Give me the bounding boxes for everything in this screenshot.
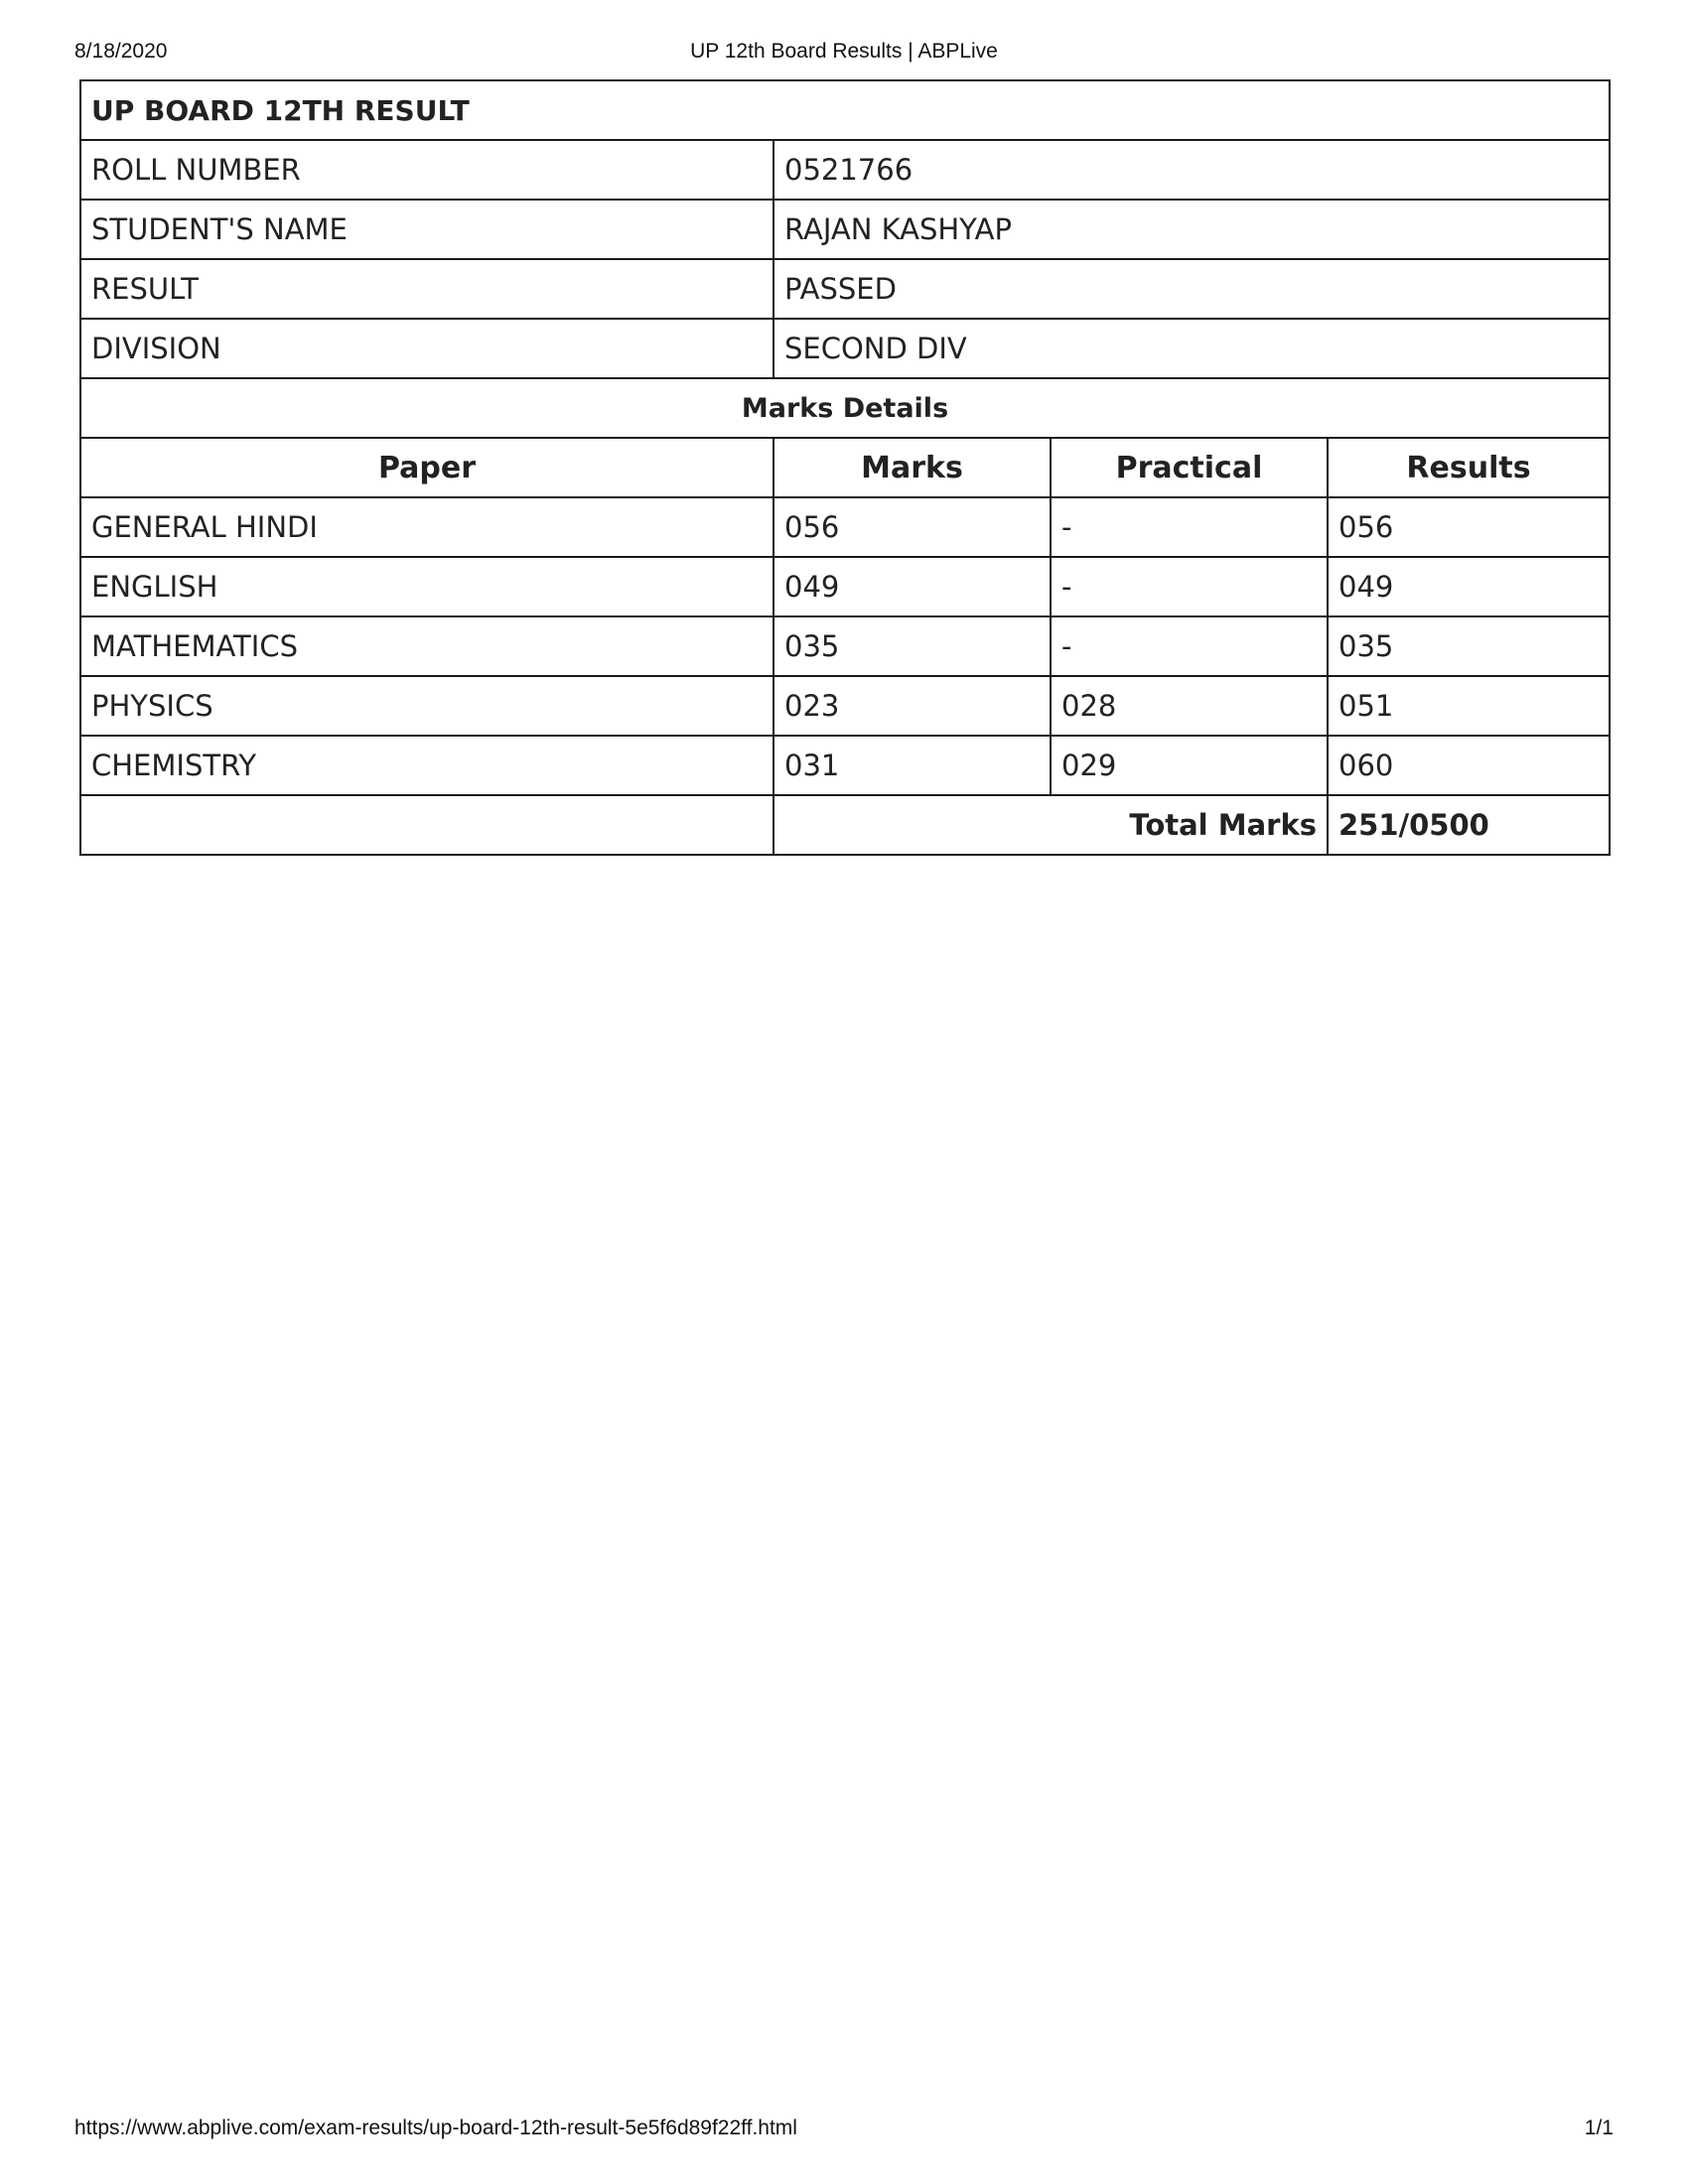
print-date: 8/18/2020	[74, 40, 168, 63]
paper-cell: MATHEMATICS	[80, 616, 774, 676]
marks-column-headers	[80, 438, 1610, 497]
paper-cell: CHEMISTRY	[80, 736, 774, 795]
total-marks-value: 251/0500	[1328, 795, 1610, 855]
table-row	[80, 676, 1610, 736]
practical-cell: -	[1051, 497, 1328, 557]
field-value: SECOND DIV	[774, 319, 1610, 378]
marks-cell: 031	[774, 736, 1051, 795]
marks-cell: 049	[774, 557, 1051, 616]
field-value: 0521766	[774, 140, 1610, 200]
print-footer	[74, 2116, 1614, 2144]
paper-cell: PHYSICS	[80, 676, 774, 736]
field-label: ROLL NUMBER	[80, 140, 774, 200]
result-title-row	[80, 80, 1610, 140]
column-header-marks: Marks	[774, 438, 1051, 497]
result-table	[79, 79, 1611, 856]
results-cell: 051	[1328, 676, 1610, 736]
field-row-division	[80, 319, 1610, 378]
marks-cell: 056	[774, 497, 1051, 557]
total-empty-cell	[80, 795, 774, 855]
field-row-student-name	[80, 200, 1610, 259]
field-value: RAJAN KASHYAP	[774, 200, 1610, 259]
practical-cell: -	[1051, 557, 1328, 616]
field-row-result	[80, 259, 1610, 319]
practical-cell: 028	[1051, 676, 1328, 736]
field-label: DIVISION	[80, 319, 774, 378]
result-heading: UP BOARD 12TH RESULT	[80, 80, 1610, 140]
table-row	[80, 557, 1610, 616]
paper-cell: GENERAL HINDI	[80, 497, 774, 557]
column-header-paper: Paper	[80, 438, 774, 497]
results-cell: 060	[1328, 736, 1610, 795]
table-row	[80, 497, 1610, 557]
results-cell: 056	[1328, 497, 1610, 557]
column-header-practical: Practical	[1051, 438, 1328, 497]
field-label: STUDENT'S NAME	[80, 200, 774, 259]
print-page-number: 1/1	[1584, 2116, 1614, 2139]
marks-details-heading: Marks Details	[80, 378, 1610, 438]
results-cell: 049	[1328, 557, 1610, 616]
results-cell: 035	[1328, 616, 1610, 676]
table-row	[80, 616, 1610, 676]
marks-cell: 035	[774, 616, 1051, 676]
print-url: https://www.abplive.com/exam-results/up-board-12th-result-5e5f6d89f22ff.html	[74, 2116, 797, 2139]
field-value: PASSED	[774, 259, 1610, 319]
print-page-title: UP 12th Board Results | ABPLive	[690, 40, 998, 63]
table-row	[80, 736, 1610, 795]
practical-cell: -	[1051, 616, 1328, 676]
field-row-roll-number	[80, 140, 1610, 200]
total-marks-label: Total Marks	[774, 795, 1328, 855]
field-label: RESULT	[80, 259, 774, 319]
total-row	[80, 795, 1610, 855]
column-header-results: Results	[1328, 438, 1610, 497]
print-header	[74, 40, 1614, 68]
marks-details-row	[80, 378, 1610, 438]
paper-cell: ENGLISH	[80, 557, 774, 616]
practical-cell: 029	[1051, 736, 1328, 795]
marks-cell: 023	[774, 676, 1051, 736]
